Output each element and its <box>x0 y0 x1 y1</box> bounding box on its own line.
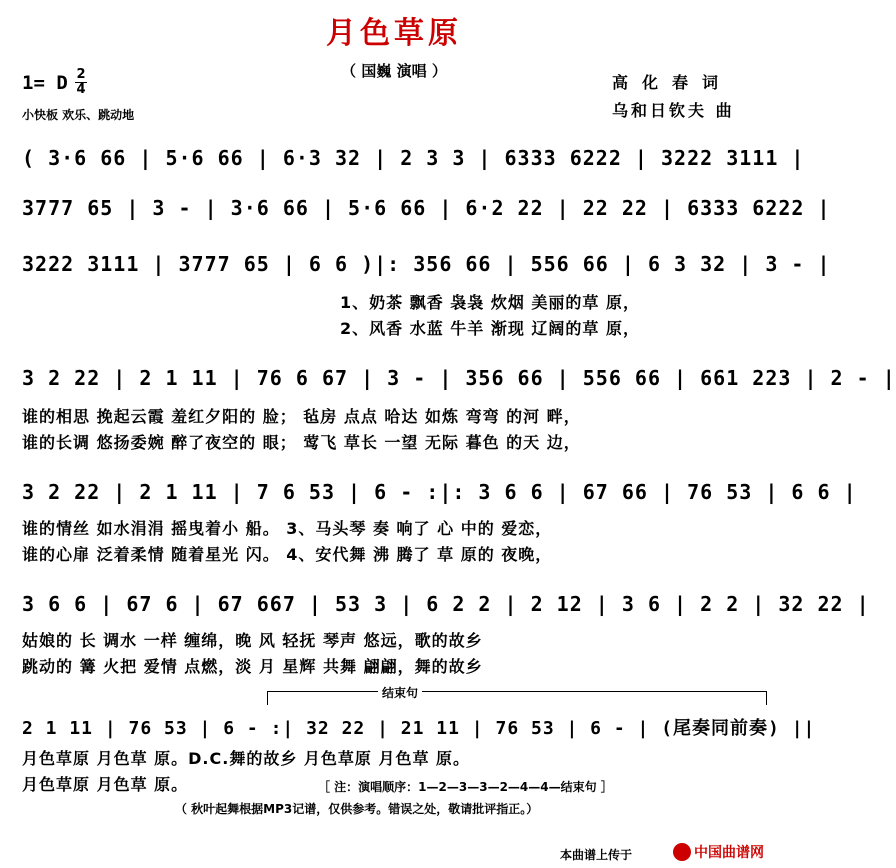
lyric-row5-verse2: 谁的心扉 泛着柔情 随着星光 闪。 4、安代舞 沸 腾了 草 原的 夜晚， <box>22 545 553 564</box>
site-logo-icon <box>673 843 691 861</box>
lyric-row7-verse2: 月色草原 月色草 原。 <box>22 775 189 794</box>
lyric-row4-verse2: 谁的长调 悠扬委婉 醉了夜空的 眼； 莺飞 草长 一望 无际 暮色 的天 边， <box>22 433 581 452</box>
singer-credit: （ 国巍 演唱 ） <box>341 62 447 80</box>
staff-line-4: 3 2 22 | 2 1 11 | 76 6 67 | 3 - | 356 66 | 556 66 | 661 223 | 2 - | <box>22 366 896 390</box>
time-signature-bottom: 4 <box>76 82 86 97</box>
time-signature-top: 2 <box>76 67 86 82</box>
site-logo-text: 中国曲谱网 <box>694 845 764 861</box>
ending-bracket-left <box>267 691 268 705</box>
lyric-row6-verse2: 跳动的 篝 火把 爱情 点燃，淡 月 星辉 共舞 翩翩，舞的故乡 <box>22 657 483 676</box>
lyric-row3-verse2: 2、风香 水蓝 牛羊 渐现 辽阔的草 原， <box>340 319 640 338</box>
performance-order-note: ［ 注：演唱顺序：1—2—3—3—2—4—4—结束句 ］ <box>318 780 613 794</box>
key-signature: 1= D <box>22 72 68 94</box>
lyric-row7-verse1: 月色草原 月色草 原。D.C.舞的故乡 月色草原 月色草 原。 <box>22 749 471 768</box>
composer-credit: 乌和日钦夫 曲 <box>612 101 735 120</box>
staff-line-2: 3777 65 | 3 - | 3·6 66 | 5·6 66 | 6·2 22 | 22 22 | 6333 6222 | <box>22 196 831 220</box>
ending-bracket-right <box>766 691 767 705</box>
staff-line-3: 3222 3111 | 3777 65 | 6 6 )|: 356 66 | 556 66 | 6 3 32 | 3 - | <box>22 252 831 276</box>
lyric-row5-verse1: 谁的情丝 如水涓涓 摇曳着小 船。 3、马头琴 奏 响了 心 中的 爱恋， <box>22 519 553 538</box>
lyric-row3-verse1: 1、奶茶 飘香 袅袅 炊烟 美丽的草 原， <box>340 293 640 312</box>
lyricist-credit: 高化春词 <box>612 73 733 92</box>
staff-line-7: 2 1 11 | 76 53 | 6 - :| 32 22 | 21 11 | 76 53 | 6 - | (尾奏同前奏) || <box>22 718 816 739</box>
site-logo[interactable] <box>672 840 784 864</box>
song-title: 月色草原 <box>326 16 462 51</box>
tempo-marking: 小快板 欢乐、跳动地 <box>22 108 135 122</box>
staff-line-1: ( 3·6 66 | 5·6 66 | 6·3 32 | 2 3 3 | 6333 6222 | 3222 3111 | <box>22 146 805 170</box>
ending-bracket <box>267 691 767 692</box>
time-signature <box>75 68 87 97</box>
staff-line-6: 3 6 6 | 67 6 | 67 667 | 53 3 | 6 2 2 | 2 12 | 3 6 | 2 2 | 32 22 | <box>22 592 870 616</box>
lyric-row4-verse1: 谁的相思 挽起云霞 羞红夕阳的 脸； 毡房 点点 哈达 如炼 弯弯 的河 畔， <box>22 407 581 426</box>
lyric-row6-verse1: 姑娘的 长 调水 一样 缠绵，晚 风 轻抚 琴声 悠远，歌的故乡 <box>22 631 483 650</box>
staff-line-5: 3 2 22 | 2 1 11 | 7 6 53 | 6 - :|: 3 6 6 | 67 66 | 76 53 | 6 6 | <box>22 480 857 504</box>
transcriber-disclaimer: （ 秋叶起舞根据MP3记谱，仅供参考。错误之处，敬请批评指正。） <box>175 802 539 816</box>
ending-section-label: 结束句 <box>378 684 422 701</box>
upload-source-text: 本曲谱上传于 <box>560 848 633 862</box>
